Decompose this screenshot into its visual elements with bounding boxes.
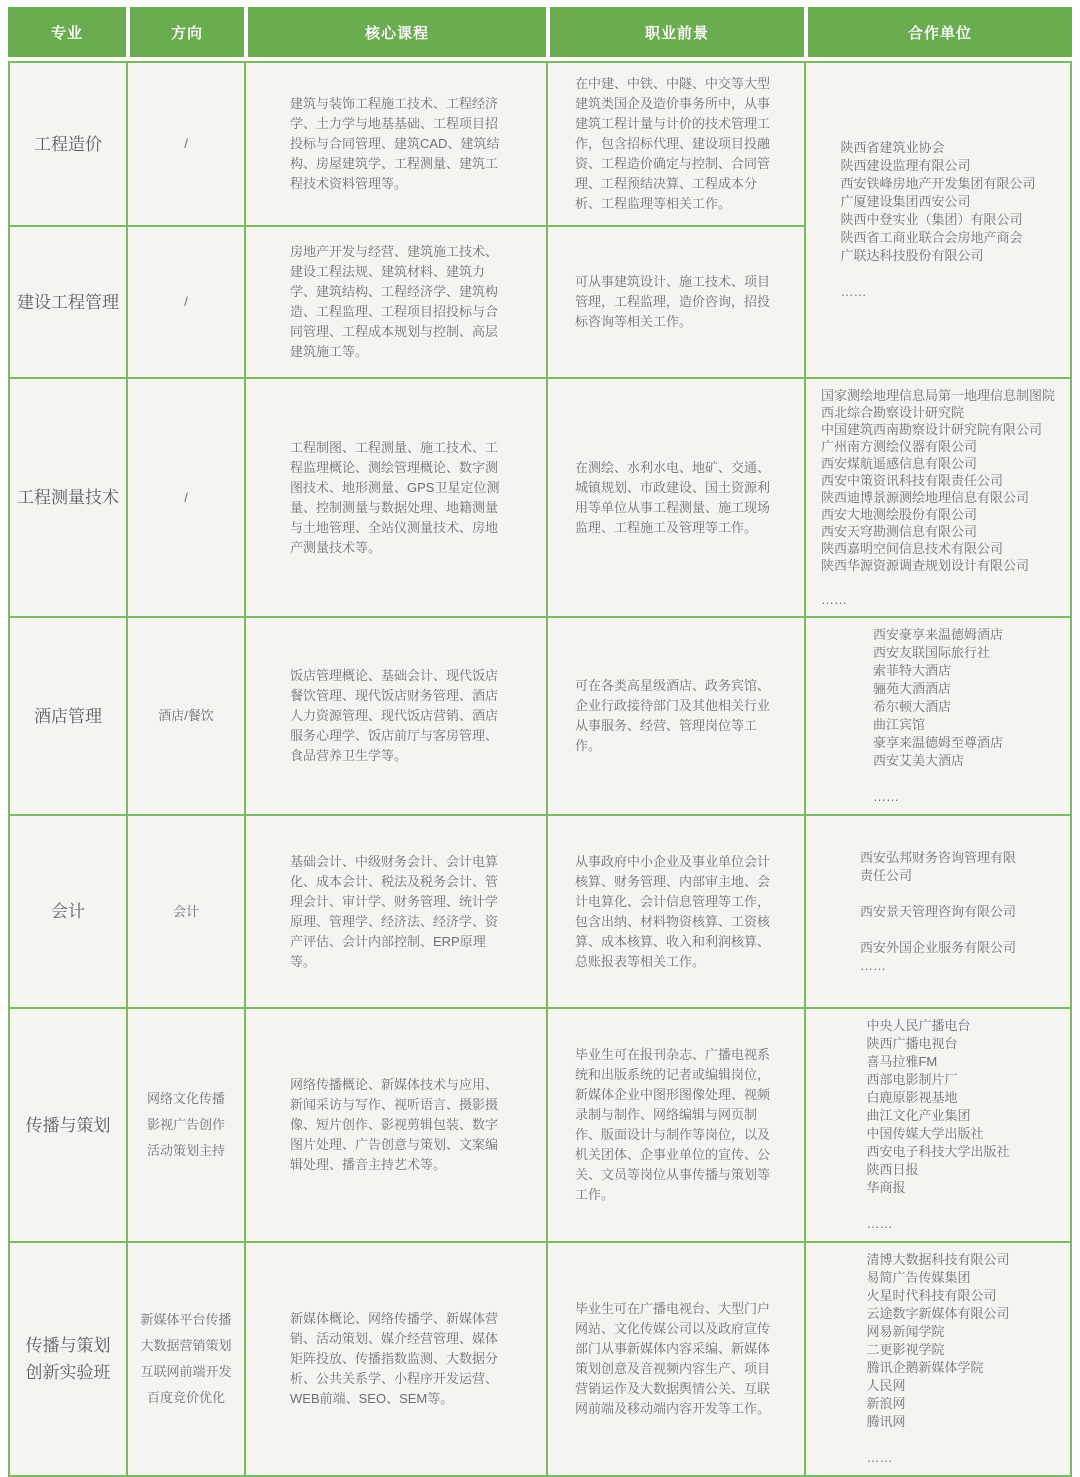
majors-table (8, 7, 1072, 1477)
direction-cell (126, 1241, 244, 1477)
courses-text: 建筑与装饰工程施工技术、工程经济学、土力学与地基基础、工程项目招投标与合同管理、建筑CAD、建筑结构、房屋建筑学、工程测量、建筑工程技术资料管理等。 (290, 96, 500, 191)
list-line (866, 1197, 1009, 1215)
major-label (10, 1112, 126, 1139)
courses-cell (244, 1007, 546, 1241)
career-cell (546, 1007, 804, 1241)
major-label (10, 289, 126, 316)
list-line: 华商报 (866, 1180, 906, 1195)
direction-label (128, 131, 244, 157)
list-line: 西安艾美大酒店 (872, 753, 964, 768)
list-line: 索菲特大酒店 (872, 663, 951, 678)
list-line: 百度竞价优化 (146, 1390, 225, 1405)
partners-cell (804, 1007, 1072, 1241)
list-line: 责任公司 (859, 867, 912, 883)
list-line: 传播与策划 (25, 1115, 111, 1135)
list-line: 新浪网 (866, 1396, 906, 1411)
major-label (10, 484, 126, 511)
career-text: 在中建、中铁、中隧、中交等大型建筑类国企及造价事务所中，从事建筑工程计量与计价的技术管理工作，包含招标代理、建设项目投融资、工程造价确定与控制、合同管理、工程预结决算、工程成本分析、工程监理等相关工作。 (575, 76, 771, 211)
list-line: 人民网 (866, 1378, 906, 1393)
career-text: 毕业生可在广播电视台、大型门户网站、文化传媒公司以及政府宣传部门从事新媒体内容采编、新媒体策划创意及音视频内容生产、项目营销运作及大数据舆情公关、互联网前端及移动端内容开发等工作。 (575, 1301, 771, 1416)
major-cell (8, 377, 126, 616)
list-line: 喜马拉雅FM (866, 1054, 938, 1069)
courses-text: 工程制图、工程测量、施工技术、工程监理概论、测绘管理概论、数字测图技术、地形测量、GPS卫星定位测量、控制测量与数据处理、地籍测量与土地管理、全站仪测量技术、房地产测量技术等。 (290, 439, 500, 555)
courses-text: 饭店管理概论、基础会计、现代饭店餐饮管理、现代饭店财务管理、酒店人力资源管理、现代饭店营销、酒店服务心理学、饭店前厅与客房管理、食品营养卫生学等。 (290, 668, 499, 763)
list-line: 大数据营销策划 (140, 1338, 232, 1353)
list-line: 陕西广播电视台 (866, 1036, 958, 1051)
career-text: 毕业生可在报刊杂志、广播电视系统和出版系统的记者或编辑岗位，新媒体企业中图形图像处理、视频录制与制作、网络编辑与网页制作、版面设计与制作等岗位，以及机关团体、企事业单位的宣传、公关、文员等岗位从事传播与策划等工作。 (575, 1047, 771, 1202)
list-line: 酒店/餐饮 (158, 708, 214, 723)
list-line: 西北综合勘察设计研究院 (820, 405, 964, 420)
header-row (8, 7, 1072, 61)
career-text: 从事政府中小企业及事业单位会计核算、财务管理、内部审主地、会计电算化、会计信息管理等工作，包含出纳、材料物资核算、工资核算、成本核算、收入和利润核算、总账报表等相关工作。 (575, 853, 771, 969)
major-label (10, 898, 126, 925)
list-line: 陕西中登实业（集团）有限公司 (840, 212, 1023, 227)
list-line: 西安天穹勘测信息有限公司 (820, 524, 977, 539)
career-text: 可从事建筑设计、施工技术、项目管理，工程监理，造价咨询，招投标咨询等相关工作。 (575, 274, 771, 329)
list-line: 西安弘邦财务咨询管理有限 (859, 849, 1016, 865)
courses-cell (244, 1241, 546, 1477)
list-line (873, 770, 1003, 788)
partners-cell (804, 1241, 1072, 1477)
list-line: 曲江文化产业集团 (866, 1108, 971, 1123)
major-cell (8, 814, 126, 1007)
header-major: 专业 (8, 7, 126, 61)
list-line: 云途数字新媒体有限公司 (866, 1306, 1010, 1321)
list-line: 中国建筑西南勘察设计研究院有限公司 (820, 422, 1042, 437)
table-row (8, 1241, 1072, 1477)
list-line: …… (840, 284, 867, 299)
direction-cell (126, 814, 244, 1007)
list-line: 火星时代科技有限公司 (866, 1288, 997, 1303)
list-line: 广联达科技股份有限公司 (840, 248, 984, 263)
list-line: 活动策划主持 (146, 1143, 225, 1158)
career-text: 在测绘、水利水电、地矿、交通、城镇规划、市政建设、国土资源利用等单位从事工程测量、施工现场监理、工程施工及管理等工作。 (575, 459, 771, 535)
list-line (840, 265, 1035, 283)
career-cell (546, 1241, 804, 1477)
courses-text: 房地产开发与经营、建筑施工技术、建设工程法规、建筑材料、建筑力学、建筑结构、工程经济学、建筑构造、工程监理、工程项目招投标与合同管理、工程成本规划与控制、高层建筑施工等。 (290, 244, 499, 359)
major-cell (8, 1007, 126, 1241)
partners-list (840, 139, 1035, 301)
direction-cell (126, 616, 244, 814)
partners-list (860, 849, 1016, 975)
list-line: 西安铁峰房地产开发集团有限公司 (840, 176, 1036, 191)
table-row (8, 377, 1072, 616)
list-line: 陕西嘉明空间信息技术有限公司 (820, 541, 1003, 556)
partners-list (866, 1251, 1009, 1467)
list-line: / (184, 136, 188, 151)
list-line: 豪享来温德姆至尊酒店 (872, 735, 1003, 750)
list-line: 西部电影制片厂 (866, 1072, 958, 1087)
career-cell (546, 225, 804, 377)
list-line: 建设工程管理 (17, 292, 119, 312)
header-courses: 核心课程 (244, 7, 546, 61)
table-header (8, 7, 1072, 61)
list-line: 西安豪享来温德姆酒店 (872, 627, 1003, 642)
list-line: …… (866, 1450, 893, 1465)
major-cell (8, 61, 126, 225)
list-line: 影视广告创作 (146, 1117, 225, 1132)
list-line: 骊苑大酒酒店 (872, 681, 951, 696)
list-line: …… (859, 957, 886, 973)
career-text: 可在各类高星级酒店、政务宾馆、企业行政接待部门及其他相关行业从事服务、经营、管理岗位等工作。 (575, 678, 771, 753)
list-line: 陕西日报 (866, 1162, 919, 1177)
partners-list (821, 387, 1055, 608)
direction-label (128, 1307, 244, 1411)
list-line: 陕西建设监理有限公司 (840, 158, 971, 173)
list-line: 西安友联国际旅行社 (872, 645, 990, 660)
list-line: 曲江宾馆 (872, 717, 925, 732)
list-line: 西安景天管理咨询有限公司 (859, 903, 1016, 919)
major-cell (8, 1241, 126, 1477)
list-line: …… (820, 592, 847, 607)
list-line (860, 921, 1016, 939)
direction-label (128, 703, 244, 729)
list-line: / (184, 489, 188, 505)
major-label (10, 131, 126, 158)
list-line: 工程测量技术 (17, 488, 119, 507)
list-line: 希尔顿大酒店 (872, 699, 951, 714)
list-line: 白鹿原影视基地 (866, 1090, 958, 1105)
courses-cell (244, 616, 546, 814)
partners-cell (804, 814, 1072, 1007)
courses-cell (244, 225, 546, 377)
career-cell (546, 377, 804, 616)
list-line: …… (866, 1216, 893, 1231)
table-row (8, 1007, 1072, 1241)
partners-cell (804, 616, 1072, 814)
list-line: 西安大地测绘股份有限公司 (820, 507, 977, 522)
list-line: 西安煤航遥感信息有限公司 (820, 456, 977, 471)
header-partners: 合作单位 (804, 7, 1072, 61)
header-direction: 方向 (126, 7, 244, 61)
direction-cell (126, 225, 244, 377)
list-line (860, 885, 1016, 903)
list-line: 中国传媒大学出版社 (866, 1126, 984, 1141)
list-line: 腾讯企鹅新媒体学院 (866, 1360, 984, 1375)
list-line (866, 1431, 1009, 1449)
list-line: 酒店管理 (34, 706, 102, 726)
list-line: 陕西华源资源调查规划设计有限公司 (820, 558, 1029, 573)
courses-cell (244, 61, 546, 225)
list-line: 工程造价 (34, 134, 102, 154)
list-line: 清博大数据科技有限公司 (866, 1252, 1010, 1267)
courses-cell (244, 814, 546, 1007)
courses-text: 新媒体概论、网络传播学、新媒体营销、活动策划、媒介经营管理、媒体矩阵投放、传播指数监测、大数据分析、公共关系学、小程序开发运营、WEB前端、SEO、SEM等。 (290, 1311, 499, 1406)
table-row (8, 61, 1072, 225)
direction-cell (126, 1007, 244, 1241)
list-line: 网易新闻学院 (866, 1324, 945, 1339)
direction-cell (126, 61, 244, 225)
major-cell (8, 616, 126, 814)
list-line: 西安外国企业服务有限公司 (859, 939, 1016, 955)
courses-text: 基础会计、中级财务会计、会计电算化、成本会计、税法及税务会计、管理会计、审计学、财务管理、统计学原理、管理学、经济法、经济学、资产评估、会计内部控制、ERP原理等。 (290, 853, 499, 969)
list-line: / (184, 294, 188, 309)
direction-label (128, 485, 244, 511)
list-line: 传播与策划 (25, 1336, 111, 1355)
list-line: 会计 (172, 903, 199, 919)
list-line: 腾讯网 (866, 1414, 906, 1429)
career-cell (546, 814, 804, 1007)
list-line: 西安中策资讯科技有限责任公司 (820, 473, 1003, 488)
career-cell (546, 616, 804, 814)
career-cell (546, 61, 804, 225)
list-line: 陕西迪博景源测绘地理信息有限公司 (820, 490, 1029, 505)
list-line: 广厦建设集团西安公司 (840, 194, 971, 209)
courses-text: 网络传播概论、新媒体技术与应用、新闻采访与写作、视听语言、摄影摄像、短片创作、影视剪辑包装、数字图片处理、广告创意与策划、文案编辑处理、播音主持艺术等。 (290, 1077, 499, 1172)
partners-list (866, 1017, 1009, 1233)
header-career: 职业前景 (546, 7, 804, 61)
direction-label (128, 289, 244, 315)
list-line: 网络文化传播 (146, 1091, 225, 1106)
list-line: 新媒体平台传播 (140, 1312, 232, 1327)
list-line: 陕西省工商业联合会房地产商会 (840, 230, 1023, 245)
major-label (10, 1332, 126, 1386)
list-line: 会计 (51, 902, 85, 921)
table-row (8, 616, 1072, 814)
list-line: 创新实验班 (25, 1363, 111, 1382)
list-line: 广州南方测绘仪器有限公司 (820, 439, 977, 454)
courses-cell (244, 377, 546, 616)
list-line: 西安电子科技大学出版社 (866, 1144, 1010, 1159)
list-line: 陕西省建筑业协会 (840, 140, 945, 155)
major-cell (8, 225, 126, 377)
table-row (8, 814, 1072, 1007)
list-line: …… (872, 789, 899, 804)
list-line: 国家测绘地理信息局第一地理信息制图院 (820, 388, 1055, 403)
list-line (821, 574, 1055, 591)
list-line: 易简广告传媒集团 (866, 1270, 971, 1285)
direction-label (128, 899, 244, 925)
list-line: 中央人民广播电台 (866, 1018, 971, 1033)
partners-list (873, 626, 1003, 806)
major-label (10, 703, 126, 730)
direction-label (128, 1086, 244, 1164)
list-line: 互联网前端开发 (140, 1364, 232, 1379)
partners-cell (804, 61, 1072, 377)
direction-cell (126, 377, 244, 616)
list-line: 二更影视学院 (866, 1342, 945, 1357)
partners-cell (804, 377, 1072, 616)
